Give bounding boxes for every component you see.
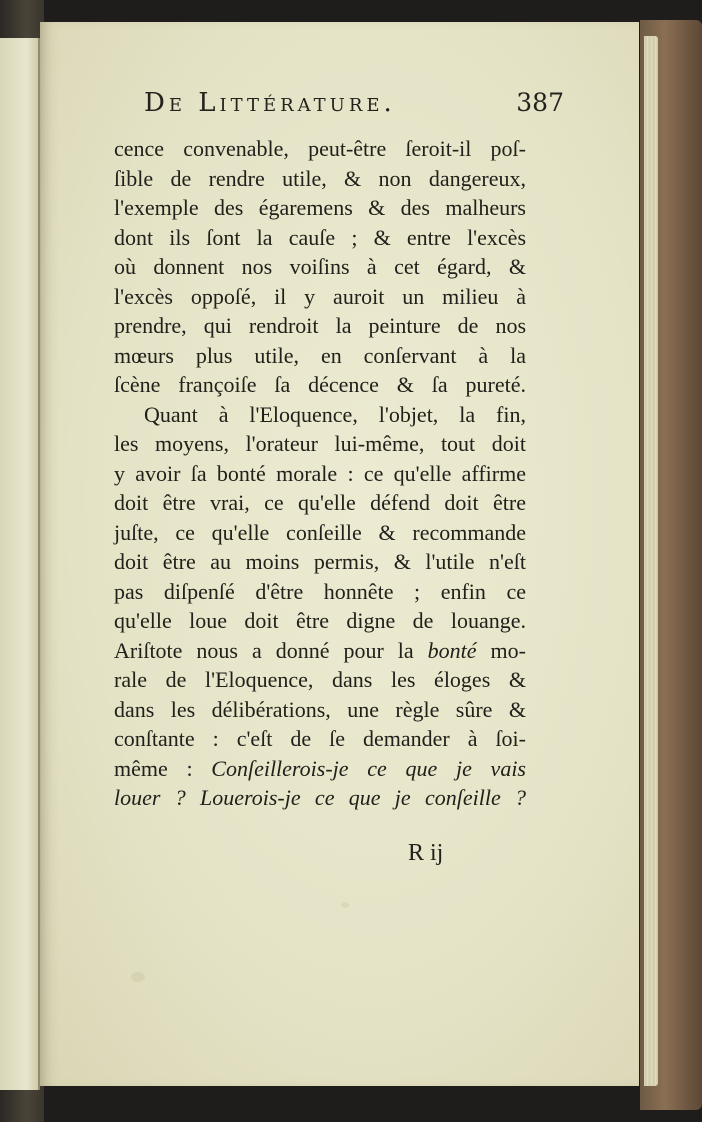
text-line: juſte, ce qu'elle conſeille & recommande bbox=[114, 519, 526, 545]
text-line: l'exemple des égaremens & des malheurs bbox=[114, 195, 526, 220]
text-line bbox=[114, 754, 526, 784]
text-line: qu'elle loue doit être digne de louange. bbox=[114, 608, 526, 633]
text-line: l'excès oppoſé, il y auroit un milieu à bbox=[114, 283, 526, 309]
text-line: où donnent nos voiſins à cet égard, & bbox=[114, 254, 526, 279]
text-line: doit être au moins permis, & l'utile n'eſt bbox=[114, 549, 526, 574]
text-line: y avoir ſa bonté morale : ce qu'elle affirme bbox=[114, 460, 526, 486]
text-line bbox=[114, 636, 526, 666]
body-text bbox=[114, 134, 526, 813]
text-line: conſtante : c'eſt de ſe demander à ſoi- bbox=[114, 726, 526, 751]
text-line: ſcène françoiſe ſa décence & ſa pureté. bbox=[114, 372, 526, 397]
text-line: pas diſpenſé d'être honnête ; enfin ce bbox=[114, 578, 526, 604]
text-segment: mo- bbox=[476, 637, 526, 663]
paper-stain bbox=[131, 972, 145, 982]
text-segment: Ariſtote nous a donné pour la bbox=[114, 637, 428, 663]
italic-quote-line: louer ? Louerois-je ce que je conſeille ? bbox=[114, 785, 526, 810]
text-line: ſible de rendre utile, & non dangereux, bbox=[114, 165, 526, 191]
italic-quote: Conſeillerois-je ce que je vais bbox=[211, 755, 526, 781]
running-head bbox=[144, 88, 564, 118]
text-segment: même : bbox=[114, 755, 212, 781]
paper-stain bbox=[341, 902, 349, 908]
paragraph-start-line: Quant à l'Eloquence, l'objet, la fin, bbox=[144, 401, 526, 427]
running-title: De Littérature. bbox=[144, 88, 396, 118]
text-line: mœurs plus utile, en conſervant à la bbox=[114, 342, 526, 368]
italic-term: bonté bbox=[427, 637, 477, 663]
page-number: 387 bbox=[516, 88, 564, 117]
text-line: rale de l'Eloquence, dans les éloges & bbox=[114, 667, 526, 692]
page-stack-edge bbox=[644, 36, 658, 1086]
text-line: les moyens, l'orateur lui-même, tout doit bbox=[114, 431, 526, 456]
signature-mark: R ij bbox=[408, 840, 444, 866]
text-line: cence convenable, peut-être ſeroit-il poſ- bbox=[114, 136, 526, 161]
text-line: dont ils ſont la cauſe ; & entre l'excès bbox=[114, 224, 526, 250]
text-line: dans les délibérations, une règle sûre & bbox=[114, 696, 526, 722]
text-line: doit être vrai, ce qu'elle défend doit être bbox=[114, 490, 526, 515]
text-line: prendre, qui rendroit la peinture de nos bbox=[114, 313, 526, 338]
left-page-edge bbox=[0, 38, 40, 1090]
